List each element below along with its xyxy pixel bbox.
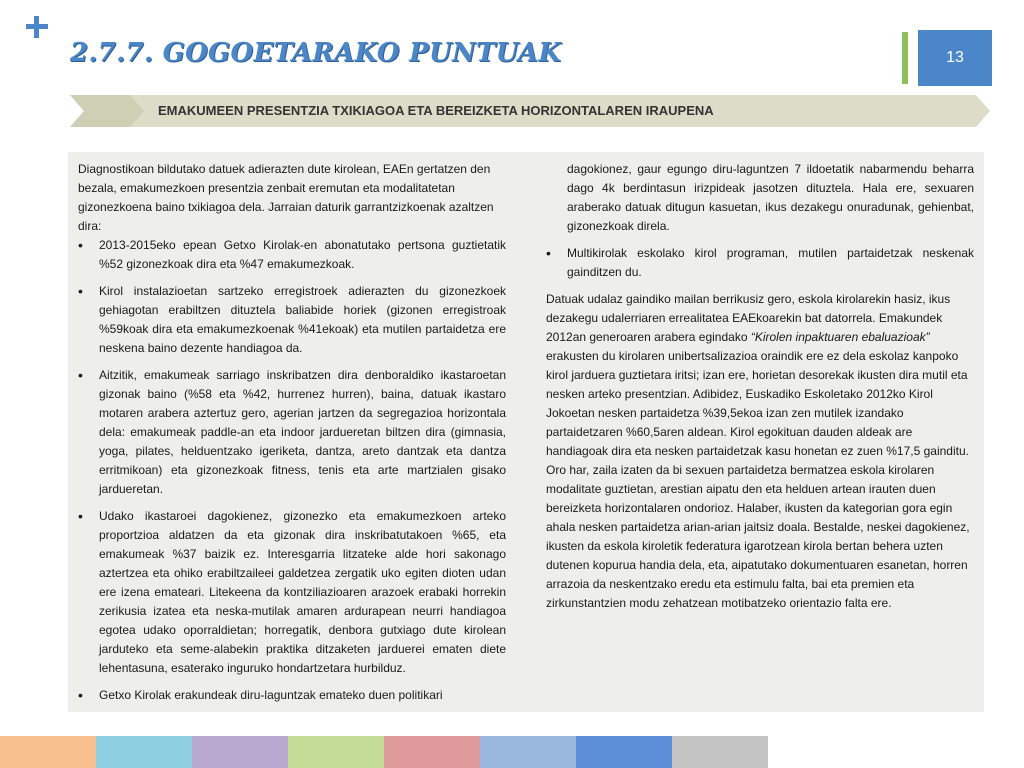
banner-title: EMAKUMEEN PRESENTZIA TXIKIAGOA ETA BEREIZKETA HORIZONTALAREN IRAUPENA — [158, 103, 714, 118]
list-item: • 2013-2015eko epean Getxo Kirolak-en abonatutako pertsona guztietatik %52 gizonezkoak dira eta %47 emakumezkoak. — [78, 236, 506, 274]
bottom-color-stripes — [0, 736, 768, 768]
list-item: • Multikirolak eskolako kirol programan, mutilen partaidetzak neskenak gainditzen du. — [546, 244, 974, 282]
bullet-list-continued — [546, 160, 974, 282]
stripe — [192, 736, 288, 768]
paragraph-text: Datuak udalaz gaindiko mailan berrikusiz gero, eskola kirolarekin hasiz, ikus dezakegu udalerriaren errealitatea EAEkoarekin bat datorrela. Emakundek 2012an generoaren arabera egindako — [546, 292, 951, 344]
bullet-list — [78, 236, 506, 705]
stripe — [96, 736, 192, 768]
list-item: • Getxo Kirolak erakundeak diru-laguntzak emateko duen politikari — [78, 686, 506, 705]
list-item-continuation: dagokionez, gaur egungo diru-laguntzen 7 ildoetatik nabarmendu beharra dago 4k berdintasun irizpideak jasotzen dituztela. Hala ere, sexuaren araberako datuak ditugun kasuetan, ikus dezakegu onuradunak, gehienbat, gizonezkoak direla. — [567, 162, 974, 233]
stripe — [576, 736, 672, 768]
quoted-title: “Kirolen inpaktuaren ebaluazioak” — [750, 330, 930, 344]
right-column — [546, 160, 974, 613]
paragraph — [546, 290, 974, 461]
stripe — [672, 736, 768, 768]
paragraph-text: erakusten du kirolaren unibertsalizazioa oraindik ere ez dela eskolaz kanpoko kirol jarduera guztietara iritsi; izan ere, horietan desorekak ikusten dira mutil eta nesken arteko presentzian. Adibidez, Euskadiko Eskoletako 2012ko Kirol Jokoetan nesken partaidetza %39,5ekoa izan zen mutilek izandako partaidetzaren %60,5aren aldean. Kirol egokituan dauden aldeak are handiagoak dira eta nesken partaidetzak kasu honetan ez zuen %17,5 gainditu. — [546, 349, 969, 458]
stripe — [0, 736, 96, 768]
stripe — [480, 736, 576, 768]
stripe — [288, 736, 384, 768]
list-item: • Kirol instalazioetan sartzeko erregistroek adierazten du gizonezkoek gehiagotan erabiltzen dituztela baliabide horiek (gizonen erregistroak %59koak dira eta emakumezkoenak %41ekoak) eta mutilen partaidetza ere neskena baino dezente handiagoa da. — [78, 282, 506, 358]
list-item: • Aitzitik, emakumeak sarriago inskribatzen dira denboraldiko ikastaroetan gizonak baino (%58 eta %42, hurrenez hurren), baina, datuak ikastaro motaren arabera aztertuz gero, agerian jartzen da segregazioa horizontala dela: emakumeak paddle-an eta indoor jardueretan biltzen dira (gimnasia, yoga, pilates, helduentzako igeriketa, dantza, areto dantzak eta dantza erritmikoan) eta gizonezkoak fitness, tenis eta arte martzialen gisako jardueretan. — [78, 366, 506, 499]
page-number: 13 — [918, 30, 992, 86]
section-banner — [70, 95, 990, 127]
content-panel — [68, 152, 984, 712]
list-item: • Udako ikastaroei dagokienez, gizonezko eta emakumezkoen arteko proportzioa aldatzen da eta gizonak dira inskribatutakoen %65, eta emakumeak %37 baizik ez. Interesgarria litzateke alde hori sakonago aztertzea eta ohiko erabiltzaileei galdetzea zergatik uko egiten dioten udan ere izena emateari. Litekeena da kontziliazioaren arazoek erabaki horrekin zerikusia izatea eta neska-mutilak amaren ardurapean neurri handiagoa egotea udako oporraldietan; horregatik, denbora gutxiago dute kirolean jarduteko eta seme-alabekin praktika ditzaketen jarduerei ematen diete lehentasuna, esaterako inguruko hondartzetara hurbilduz. — [78, 507, 506, 678]
stripe — [384, 736, 480, 768]
page-title: 2.7.7. GOGOETARAKO PUNTUAK — [70, 38, 562, 68]
intro-paragraph: Diagnostikoan bildutako datuek adierazten dute kirolean, EAEn gertatzen den bezala, emakumezkoen presentzia zenbait eremutan eta modalitatetan gizonezkoena baino txikiagoa dela. Jarraian daturik garrantzizkoenak azaltzen dira: — [78, 162, 494, 233]
accent-divider — [902, 32, 908, 84]
paragraph: Oro har, zaila izaten da bi sexuen partaidetza bermatzea eskola kirolaren modalitate guztietan, arestian aipatu den eta helduen artean irauten duen bereizketa horizontalaren ondorioz. Halaber, ikusten da kategorian gora egin ahala nesken partaidetza arian-arian jaitsiz doala. Bestalde, neskei dagokienez, ikusten da eskola kiroletik federatura igarotzean kirola bertan behera uzten dutenen kopurua handia dela, eta, aipatutako dokumentuaren esanetan, horren arrazoia da neskentzako eredu eta estimulu falta, bai eta premien eta zirkunstantzien modu zehatzean motibatzeko orientazio falta ere. — [546, 463, 970, 610]
left-column — [78, 160, 506, 713]
plus-icon — [26, 16, 48, 38]
